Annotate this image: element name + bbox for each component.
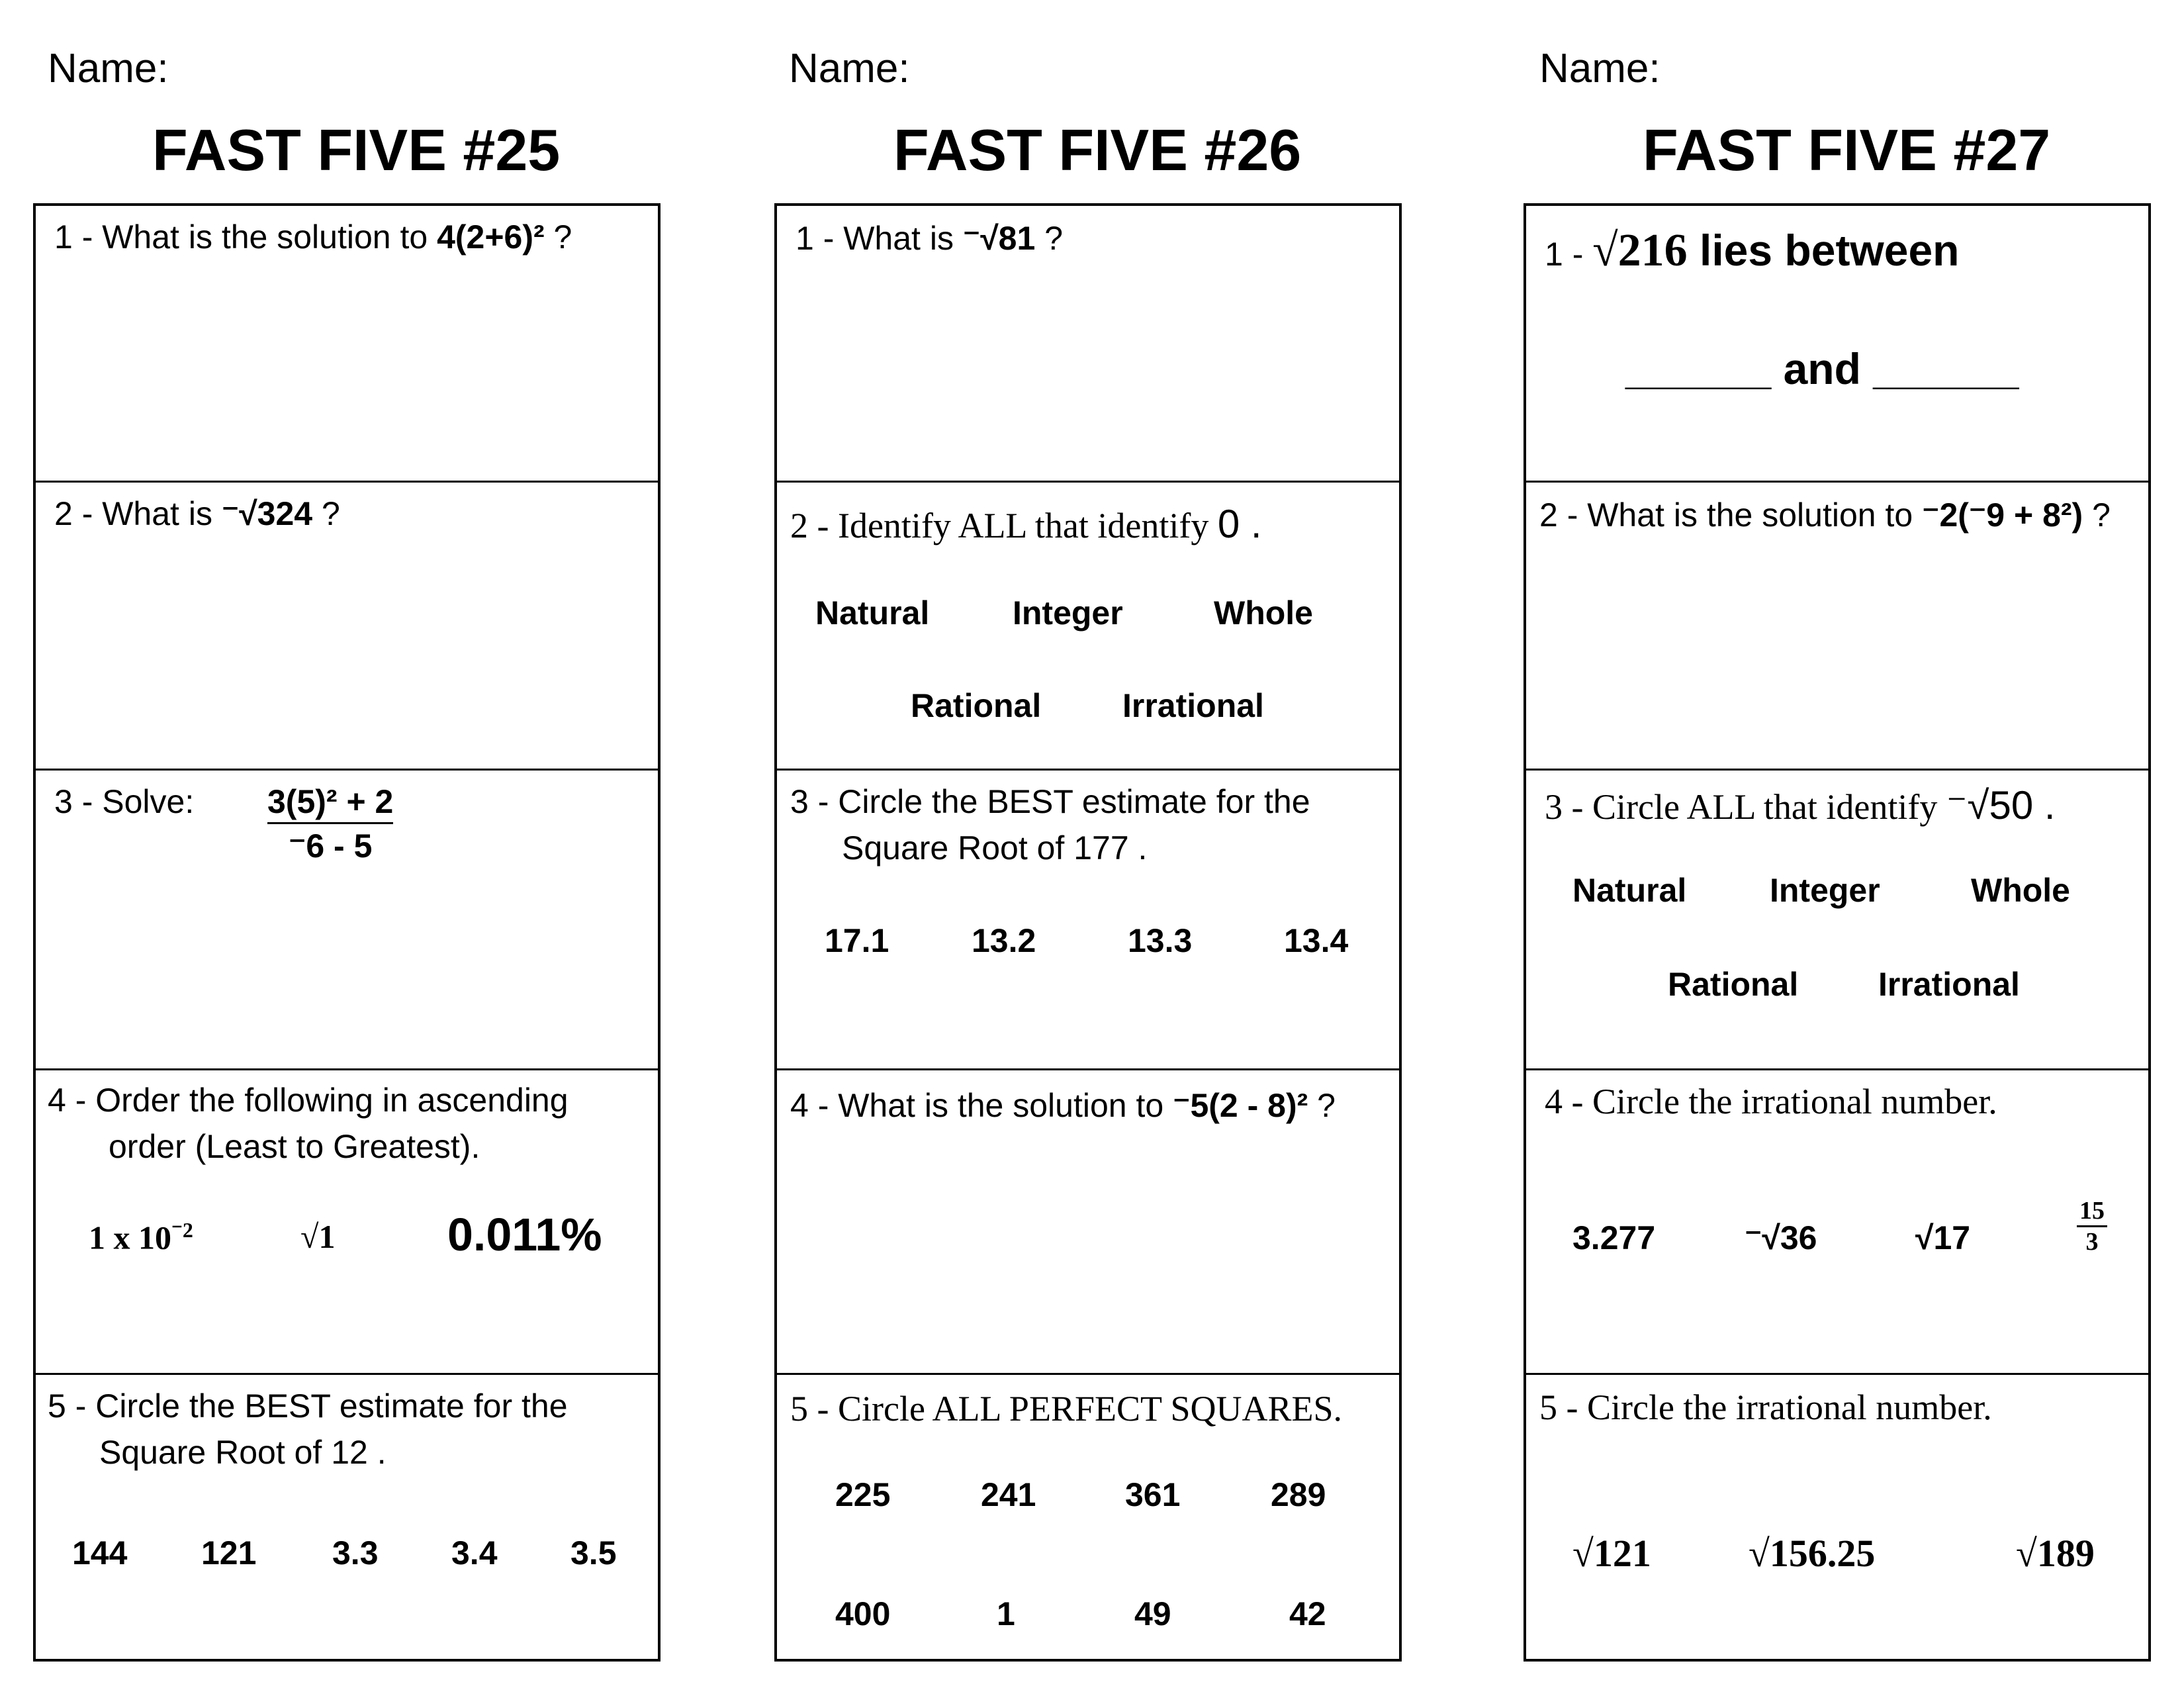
math-expression: ⁻2(⁻9 + 8²): [1922, 496, 2083, 534]
answer-option: Natural: [1572, 872, 1687, 909]
question-2: [1526, 483, 2148, 771]
math-expression: 4(2+6)²: [437, 218, 545, 256]
answer-option: 3.4: [451, 1534, 498, 1571]
answer-option: 49: [1134, 1595, 1171, 1632]
name-label: Name:: [789, 46, 910, 91]
fraction-expression: [267, 782, 393, 865]
answer-option: [89, 1217, 193, 1257]
question-4: [1526, 1070, 2148, 1375]
worksheet-27: [1524, 0, 2159, 1688]
fraction-denominator: 3: [2085, 1228, 2099, 1256]
answer-option: √156.25: [1749, 1532, 1876, 1575]
answer-option: 1: [997, 1595, 1015, 1632]
answer-option: √1: [300, 1218, 336, 1255]
answer-option: 121: [201, 1534, 257, 1571]
answer-option: 42: [1289, 1595, 1326, 1632]
answer-option: 241: [981, 1476, 1036, 1513]
answer-option: 3.5: [570, 1534, 617, 1571]
question-4: [777, 1070, 1399, 1375]
question-prefix: 2 - What is: [54, 495, 222, 532]
question-text: [790, 501, 1262, 547]
math-radical: √216: [1592, 225, 1688, 276]
answer-option: 17.1: [825, 922, 889, 959]
question-suffix: ?: [2083, 496, 2111, 534]
question-prefix: 1 - What is the solution to: [54, 218, 437, 256]
answer-option: 0.011%: [447, 1209, 602, 1260]
answer-option: 3.277: [1572, 1219, 1656, 1256]
question-5: [777, 1375, 1399, 1662]
question-line-2: order (Least to Greatest).: [109, 1128, 480, 1165]
answer-option: 289: [1271, 1476, 1326, 1513]
answer-option: Integer: [1013, 594, 1123, 632]
math-value: ⁻√50 .: [1946, 783, 2056, 827]
answer-option: 400: [835, 1595, 891, 1632]
worksheet-title: FAST FIVE #27: [1643, 117, 2051, 183]
question-text: [54, 494, 340, 533]
question-text: 5 - Circle ALL PERFECT SQUARES.: [790, 1389, 1343, 1429]
answer-option: Whole: [1214, 594, 1313, 632]
answer-option: Irrational: [1878, 966, 2020, 1003]
question-text: [54, 218, 572, 256]
question-text: 4 - Circle the irrational number.: [1545, 1082, 1997, 1121]
question-suffix: ?: [1308, 1087, 1336, 1124]
answer-option: 144: [72, 1534, 128, 1571]
worksheet-title: FAST FIVE #26: [893, 117, 1302, 183]
answer-option: 225: [835, 1476, 891, 1513]
question-line-1: 4 - Order the following in ascending: [48, 1082, 569, 1119]
question-box: [774, 203, 1402, 1662]
question-text: [790, 1086, 1336, 1125]
math-value: 0 .: [1217, 502, 1262, 546]
question-prefix: 2 - Identify ALL that identify: [790, 506, 1218, 545]
question-2: [777, 483, 1399, 771]
question-text: 3 - Solve:: [54, 783, 195, 820]
fraction-denominator: ⁻6 - 5: [288, 827, 373, 865]
answer-option: Integer: [1770, 872, 1880, 909]
answer-option: Whole: [1971, 872, 2070, 909]
question-4: [36, 1070, 658, 1375]
answer-option: √17: [1915, 1219, 1971, 1256]
question-text: 5 - Circle the irrational number.: [1539, 1387, 1992, 1427]
worksheet-25: [33, 0, 668, 1688]
worksheet-26: [774, 0, 1410, 1688]
question-box: [1524, 203, 2151, 1662]
question-5: [36, 1375, 658, 1662]
question-2: [36, 483, 658, 771]
fraction-numerator: 15: [2077, 1196, 2107, 1227]
question-text: [1545, 224, 1960, 277]
question-prefix: 1 - What is: [796, 220, 963, 257]
answer-option: 3.3: [332, 1534, 379, 1571]
answer-option: 13.4: [1284, 922, 1349, 959]
question-line-2: Square Root of 177 .: [842, 829, 1148, 867]
question-text: [1539, 496, 2111, 534]
worksheet-title: FAST FIVE #25: [152, 117, 561, 183]
option-exponent: ⁻2: [171, 1218, 193, 1242]
name-label: Name:: [1539, 46, 1661, 91]
question-line-2: Square Root of 12 .: [99, 1434, 387, 1471]
answer-option: Natural: [815, 594, 930, 632]
question-1: [36, 206, 658, 483]
question-line-1: 5 - Circle the BEST estimate for the: [48, 1387, 568, 1425]
question-prefix: 4 - What is the solution to: [790, 1087, 1173, 1124]
answer-option: ⁻√36: [1745, 1219, 1817, 1256]
question-5: [1526, 1375, 2148, 1662]
answer-option: √189: [2016, 1532, 2095, 1575]
question-prefix: 3 - Circle ALL that identify: [1545, 787, 1946, 827]
question-suffix: lies between: [1687, 226, 1960, 275]
answer-option: 13.3: [1128, 922, 1193, 959]
blank-line: ______ and ______: [1625, 344, 2019, 393]
answer-option: Rational: [911, 687, 1042, 724]
question-box: [33, 203, 660, 1662]
question-suffix: ?: [312, 495, 340, 532]
question-1: [777, 206, 1399, 483]
answer-option: Rational: [1668, 966, 1799, 1003]
math-expression: ⁻√324: [221, 495, 313, 532]
question-3: [777, 771, 1399, 1070]
question-prefix: 2 - What is the solution to: [1539, 496, 1923, 534]
answer-option: 361: [1125, 1476, 1181, 1513]
option-base: 1 x 10: [89, 1219, 171, 1256]
question-suffix: ?: [1035, 220, 1063, 257]
fraction-option: [2077, 1196, 2107, 1256]
question-text: [796, 219, 1063, 258]
question-suffix: ?: [544, 218, 572, 256]
answer-option: 13.2: [972, 922, 1036, 959]
question-line-1: 3 - Circle the BEST estimate for the: [790, 783, 1310, 820]
answer-option: Irrational: [1122, 687, 1264, 724]
question-prefix: 1 -: [1545, 236, 1593, 273]
math-expression: ⁻√81: [962, 220, 1036, 257]
question-3: [36, 771, 658, 1070]
question-1: [1526, 206, 2148, 483]
name-label: Name:: [48, 46, 169, 91]
answer-option: √121: [1572, 1532, 1651, 1575]
math-expression: ⁻5(2 - 8)²: [1173, 1087, 1308, 1124]
fraction-numerator: 3(5)² + 2: [267, 782, 393, 824]
question-3: [1526, 771, 2148, 1070]
question-text: [1545, 782, 2056, 829]
